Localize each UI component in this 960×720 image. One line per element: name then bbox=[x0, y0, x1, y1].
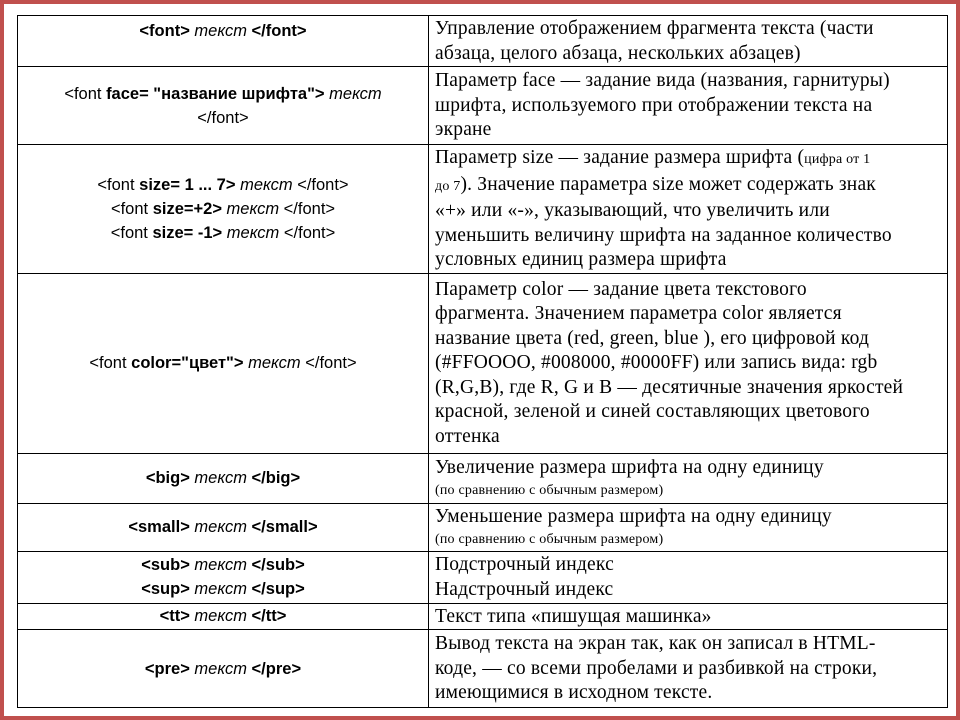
description-line: «+» или «-», указывающий, что увеличить или bbox=[435, 200, 830, 221]
description-line: название цвета (red, green, blue ), его цифровой код bbox=[435, 327, 870, 349]
description-line: Управление отображением фрагмента текста (части bbox=[435, 18, 874, 39]
table-row bbox=[18, 67, 948, 145]
tag-text: текст bbox=[221, 199, 284, 218]
code-cell bbox=[18, 16, 429, 67]
description-cell bbox=[429, 67, 948, 145]
table-row bbox=[18, 273, 948, 453]
description-line: Вывод текста на экран так, как он записал в HTML- bbox=[435, 633, 876, 655]
description-line bbox=[435, 146, 947, 173]
description-line: красной, зеленой и синей составляющих цветового bbox=[435, 401, 870, 423]
description-cell bbox=[429, 145, 948, 274]
code-cell bbox=[18, 503, 429, 551]
open-tag: <font bbox=[64, 84, 107, 103]
description-cell bbox=[429, 16, 948, 67]
tag-text: текст bbox=[189, 659, 252, 678]
close-tag: </font> bbox=[283, 223, 336, 242]
description-line: Увеличение размера шрифта на одну единицу bbox=[435, 457, 824, 479]
table-row bbox=[18, 145, 948, 274]
close-tag: </sub> bbox=[251, 556, 305, 574]
tag-text: текст bbox=[243, 354, 306, 372]
description-text: Параметр size — задание размера шрифта ( bbox=[435, 147, 805, 168]
description-cell bbox=[429, 503, 948, 551]
close-tag: </pre> bbox=[251, 659, 302, 678]
description-small-text: цифра от 1 bbox=[804, 152, 871, 167]
description-line: абзаца, целого абзаца, нескольких абзацев) bbox=[435, 42, 801, 64]
open-tag: <pre> bbox=[144, 659, 190, 678]
open-tag: <font bbox=[89, 354, 132, 372]
open-tag: <big> bbox=[145, 469, 190, 487]
description-text: ). Значение параметра size может содержать знак bbox=[460, 173, 876, 195]
tag-attribute: face= "название шрифта"> bbox=[106, 84, 325, 103]
tag-attribute: color="цвет"> bbox=[131, 354, 244, 372]
tag-text: текст bbox=[189, 22, 252, 40]
tag-text: текст bbox=[189, 518, 252, 536]
description-line: Текст типа «пишущая машинка» bbox=[435, 605, 712, 627]
open-tag: <font> bbox=[139, 22, 190, 40]
open-tag: <font bbox=[97, 175, 140, 194]
description-line: (R,G,B), где R, G и B — десятичные значения яркостей bbox=[435, 376, 904, 398]
description-line: Надстрочный индекс bbox=[435, 578, 614, 600]
description-small-text: до 7 bbox=[435, 178, 461, 194]
description-cell bbox=[429, 603, 948, 630]
description-line: Параметр face — задание вида (названия, гарнитуры) bbox=[435, 70, 890, 92]
open-tag: <tt> bbox=[159, 607, 190, 626]
description-cell bbox=[429, 273, 948, 453]
open-tag: <sup> bbox=[141, 580, 190, 598]
table-row bbox=[18, 551, 948, 603]
description-line: Параметр color — задание цвета текстового bbox=[435, 278, 807, 300]
table-row bbox=[18, 630, 948, 708]
tag-text: текст bbox=[222, 223, 284, 242]
code-cell bbox=[18, 630, 429, 708]
tag-text: текст bbox=[189, 607, 252, 626]
table-row bbox=[18, 603, 948, 630]
description-cell bbox=[429, 551, 948, 603]
description-line: Уменьшение размера шрифта на одну единицу bbox=[435, 506, 832, 528]
description-line: Подстрочный индекс bbox=[435, 554, 614, 575]
close-tag: </font> bbox=[251, 22, 307, 40]
tag-text: текст bbox=[189, 469, 252, 487]
tag-attribute: size= -1> bbox=[152, 223, 223, 242]
description-line: фрагмента. Значением параметра color является bbox=[435, 303, 842, 325]
close-tag: </sup> bbox=[251, 580, 305, 598]
tag-text: текст bbox=[189, 580, 252, 598]
table-row bbox=[18, 503, 948, 551]
code-cell bbox=[18, 603, 429, 630]
table-row bbox=[18, 453, 948, 503]
description-line: уменьшить величину шрифта на заданное количество bbox=[435, 224, 892, 246]
close-tag: </small> bbox=[251, 518, 318, 536]
close-tag: </tt> bbox=[251, 607, 287, 626]
open-tag: <font bbox=[110, 199, 153, 218]
close-tag: </font> bbox=[305, 354, 357, 372]
code-cell bbox=[18, 551, 429, 603]
code-cell bbox=[18, 453, 429, 503]
description-line: коде, — со всеми пробелами и разбивкой на строки, bbox=[435, 657, 878, 679]
description-cell bbox=[429, 453, 948, 503]
description-line: шрифта, используемого при отображении текста на bbox=[435, 94, 873, 116]
description-cell bbox=[429, 630, 948, 708]
tag-attribute: size=+2> bbox=[152, 199, 222, 218]
description-line: (по сравнению с обычным размером) bbox=[435, 482, 664, 498]
description-line: (по сравнению с обычным размером) bbox=[435, 531, 664, 547]
close-tag: </font> bbox=[283, 199, 336, 218]
open-tag: <small> bbox=[128, 518, 190, 536]
code-cell bbox=[18, 273, 429, 453]
open-tag: <font bbox=[110, 223, 153, 242]
tag-text: текст bbox=[235, 175, 298, 194]
code-cell bbox=[18, 145, 429, 274]
description-line: (#FFOOOO, #008000, #0000FF) или запись вида: rgb bbox=[435, 352, 878, 374]
description-line: оттенка bbox=[435, 425, 500, 447]
close-tag: </big> bbox=[251, 469, 301, 487]
description-line bbox=[435, 173, 947, 200]
open-tag: <sub> bbox=[141, 556, 190, 574]
close-tag: </font> bbox=[297, 175, 349, 194]
html-tags-table bbox=[17, 15, 948, 708]
tag-text: текст bbox=[324, 84, 382, 103]
table-row bbox=[18, 16, 948, 67]
tag-text: текст bbox=[189, 556, 252, 574]
description-line: условных единиц размера шрифта bbox=[435, 249, 727, 270]
code-cell bbox=[18, 67, 429, 145]
tag-attribute: size= 1 ... 7> bbox=[139, 175, 236, 194]
close-tag: </font> bbox=[197, 108, 249, 127]
description-line: имеющимися в исходном тексте. bbox=[435, 682, 713, 704]
description-line: экране bbox=[435, 119, 492, 141]
